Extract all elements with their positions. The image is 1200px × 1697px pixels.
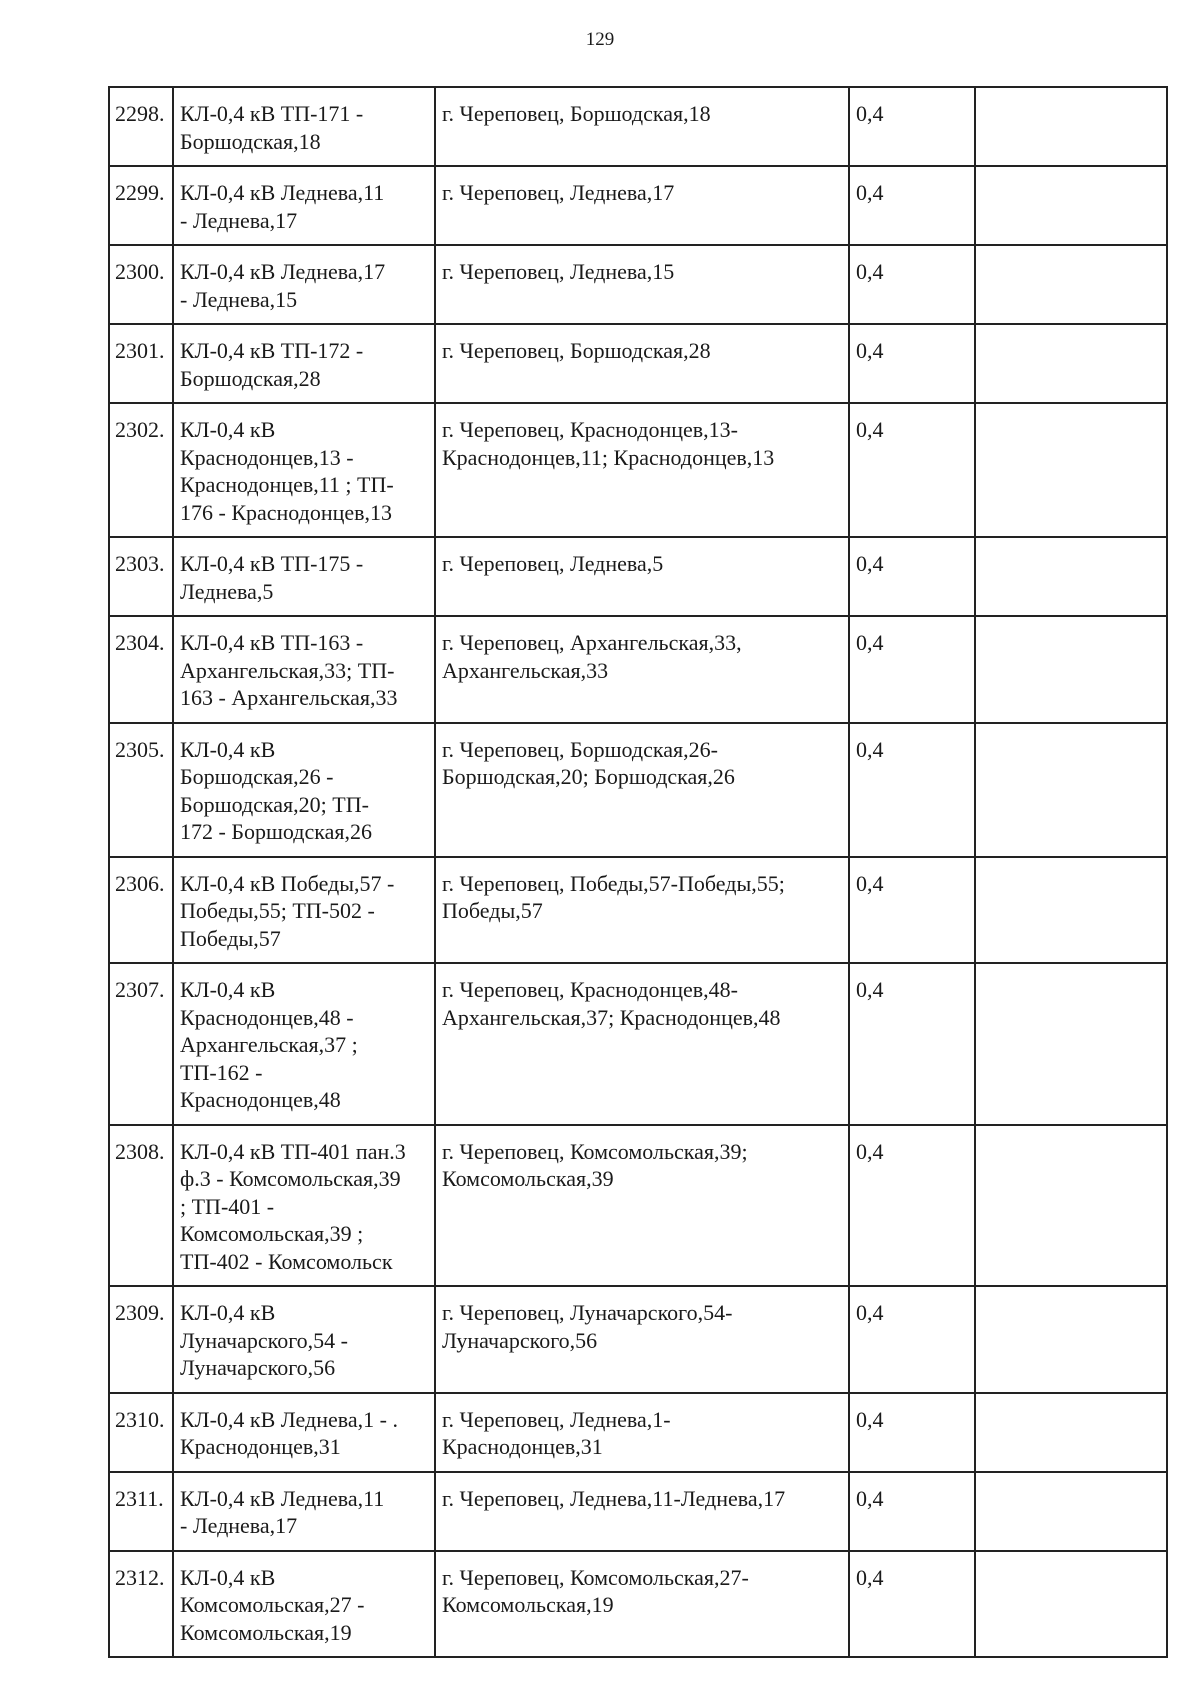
line-name: КЛ-0,4 кВ ТП-401 пан.3 ф.3 - Комсомольская,39 ; ТП-401 - Комсомольская,39 ; ТП-402 - Комсомольск — [173, 1125, 435, 1287]
table-body — [109, 87, 1167, 1657]
row-number: 2310. — [109, 1393, 173, 1472]
line-name: КЛ-0,4 кВ Леднева,17 - Леднева,15 — [173, 245, 435, 324]
row-number: 2307. — [109, 963, 173, 1125]
line-address: г. Череповец, Краснодонцев,13- Краснодонцев,11; Краснодонцев,13 — [435, 403, 849, 537]
line-name: КЛ-0,4 кВ Луначарского,54 - Луначарского,56 — [173, 1286, 435, 1393]
line-address: г. Череповец, Комсомольская,27- Комсомольская,19 — [435, 1551, 849, 1658]
table-row — [109, 1551, 1167, 1658]
cable-lines-table — [108, 86, 1168, 1658]
extra-cell — [975, 1551, 1167, 1658]
table-row — [109, 537, 1167, 616]
extra-cell — [975, 616, 1167, 723]
line-name: КЛ-0,4 кВ Леднева,11 - Леднева,17 — [173, 1472, 435, 1551]
line-address: г. Череповец, Леднева,1- Краснодонцев,31 — [435, 1393, 849, 1472]
voltage-value: 0,4 — [849, 1125, 975, 1287]
line-name: КЛ-0,4 кВ Леднева,1 - . Краснодонцев,31 — [173, 1393, 435, 1472]
line-name: КЛ-0,4 кВ ТП-172 - Боршодская,28 — [173, 324, 435, 403]
line-name: КЛ-0,4 кВ Краснодонцев,48 - Архангельская,37 ; ТП-162 - Краснодонцев,48 — [173, 963, 435, 1125]
line-name: КЛ-0,4 кВ Победы,57 - Победы,55; ТП-502 - Победы,57 — [173, 857, 435, 964]
extra-cell — [975, 166, 1167, 245]
table-row — [109, 245, 1167, 324]
line-address: г. Череповец, Боршодская,18 — [435, 87, 849, 166]
extra-cell — [975, 245, 1167, 324]
voltage-value: 0,4 — [849, 963, 975, 1125]
extra-cell — [975, 857, 1167, 964]
line-name: КЛ-0,4 кВ ТП-175 - Леднева,5 — [173, 537, 435, 616]
table-row — [109, 1125, 1167, 1287]
line-address: г. Череповец, Комсомольская,39; Комсомольская,39 — [435, 1125, 849, 1287]
table-row — [109, 1472, 1167, 1551]
table-row — [109, 723, 1167, 857]
extra-cell — [975, 537, 1167, 616]
page-number: 129 — [585, 29, 615, 50]
line-address: г. Череповец, Леднева,15 — [435, 245, 849, 324]
extra-cell — [975, 723, 1167, 857]
line-address: г. Череповец, Победы,57-Победы,55; Победы,57 — [435, 857, 849, 964]
voltage-value: 0,4 — [849, 324, 975, 403]
row-number: 2305. — [109, 723, 173, 857]
row-number: 2302. — [109, 403, 173, 537]
row-number: 2301. — [109, 324, 173, 403]
row-number: 2298. — [109, 87, 173, 166]
line-name: КЛ-0,4 кВ Комсомольская,27 - Комсомольская,19 — [173, 1551, 435, 1658]
extra-cell — [975, 403, 1167, 537]
table-row — [109, 324, 1167, 403]
row-number: 2309. — [109, 1286, 173, 1393]
line-address: г. Череповец, Архангельская,33, Архангельская,33 — [435, 616, 849, 723]
table-row — [109, 963, 1167, 1125]
line-name: КЛ-0,4 кВ ТП-171 - Боршодская,18 — [173, 87, 435, 166]
extra-cell — [975, 1286, 1167, 1393]
table-row — [109, 403, 1167, 537]
line-name: КЛ-0,4 кВ Боршодская,26 - Боршодская,20; ТП- 172 - Боршодская,26 — [173, 723, 435, 857]
line-name: КЛ-0,4 кВ ТП-163 - Архангельская,33; ТП- 163 - Архангельская,33 — [173, 616, 435, 723]
row-number: 2306. — [109, 857, 173, 964]
row-number: 2312. — [109, 1551, 173, 1658]
table-row — [109, 1286, 1167, 1393]
line-name: КЛ-0,4 кВ Леднева,11 - Леднева,17 — [173, 166, 435, 245]
row-number: 2311. — [109, 1472, 173, 1551]
extra-cell — [975, 963, 1167, 1125]
extra-cell — [975, 1393, 1167, 1472]
extra-cell — [975, 1125, 1167, 1287]
table-row — [109, 616, 1167, 723]
table-row — [109, 166, 1167, 245]
line-address: г. Череповец, Леднева,11-Леднева,17 — [435, 1472, 849, 1551]
extra-cell — [975, 87, 1167, 166]
row-number: 2304. — [109, 616, 173, 723]
line-address: г. Череповец, Леднева,17 — [435, 166, 849, 245]
line-address: г. Череповец, Краснодонцев,48- Архангельская,37; Краснодонцев,48 — [435, 963, 849, 1125]
voltage-value: 0,4 — [849, 537, 975, 616]
voltage-value: 0,4 — [849, 723, 975, 857]
voltage-value: 0,4 — [849, 616, 975, 723]
voltage-value: 0,4 — [849, 1286, 975, 1393]
voltage-value: 0,4 — [849, 857, 975, 964]
row-number: 2308. — [109, 1125, 173, 1287]
voltage-value: 0,4 — [849, 1472, 975, 1551]
line-address: г. Череповец, Луначарского,54- Луначарского,56 — [435, 1286, 849, 1393]
table-row — [109, 87, 1167, 166]
voltage-value: 0,4 — [849, 403, 975, 537]
extra-cell — [975, 324, 1167, 403]
row-number: 2299. — [109, 166, 173, 245]
line-address: г. Череповец, Боршодская,28 — [435, 324, 849, 403]
voltage-value: 0,4 — [849, 1393, 975, 1472]
row-number: 2300. — [109, 245, 173, 324]
line-address: г. Череповец, Леднева,5 — [435, 537, 849, 616]
line-name: КЛ-0,4 кВ Краснодонцев,13 - Краснодонцев,11 ; ТП- 176 - Краснодонцев,13 — [173, 403, 435, 537]
table-row — [109, 857, 1167, 964]
voltage-value: 0,4 — [849, 87, 975, 166]
voltage-value: 0,4 — [849, 1551, 975, 1658]
row-number: 2303. — [109, 537, 173, 616]
extra-cell — [975, 1472, 1167, 1551]
table-row — [109, 1393, 1167, 1472]
voltage-value: 0,4 — [849, 245, 975, 324]
voltage-value: 0,4 — [849, 166, 975, 245]
line-address: г. Череповец, Боршодская,26- Боршодская,20; Боршодская,26 — [435, 723, 849, 857]
